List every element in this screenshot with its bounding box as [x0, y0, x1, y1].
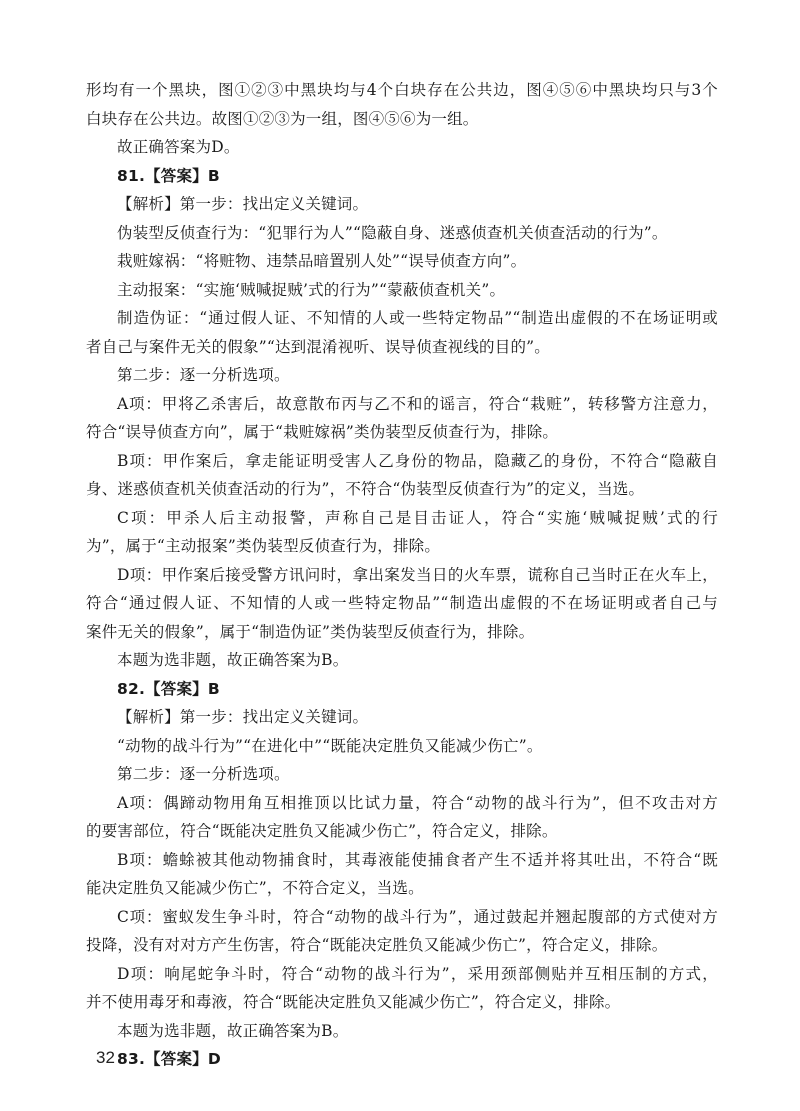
option-line: C项：甲杀人后主动报警，声称自己是目击证人，符合“实施‘贼喊捉贼’式的行	[117, 508, 718, 527]
text-line: 者自己与案件无关的假象”“达到混淆视听、误导侦查视线的目的”。	[86, 337, 550, 356]
text-line: 制造伪证：“通过假人证、不知情的人或一些特定物品”“制造出虚假的不在场证明或	[117, 309, 718, 327]
option-line: B项：甲作案后，拿走能证明受害人乙身份的物品，隐藏乙的身份，不符合“隐蔽自	[117, 451, 718, 470]
option-line: A项：甲将乙杀害后，故意散布丙与乙不和的谣言，符合“栽赃”，转移警方注意力，	[117, 394, 718, 413]
conclusion-line: 本题为选非题，故正确答案为B。	[117, 651, 349, 669]
text-line: 案件无关的假象”，属于“制造伪证”类伪装型反侦查行为，排除。	[86, 622, 535, 641]
text-line: 形均有一个黑块，图①②③中黑块均与4个白块存在公共边，图④⑤⑥中黑块均只与3个	[86, 81, 718, 99]
option-line: C项：蜜蚁发生争斗时，符合“动物的战斗行为”，通过鼓起并翘起腹部的方式使对方	[117, 907, 718, 926]
text-line: 能决定胜负又能减少伤亡”，不符合定义，当选。	[86, 879, 424, 897]
page-number: 32	[96, 1048, 115, 1067]
text-line: 主动报案：“实施‘贼喊捉贼’式的行为”“蒙蔽侦查机关”。	[117, 280, 506, 299]
text-line: 并不使用毒牙和毒液，符合“既能决定胜负又能减少伤亡”，符合定义，排除。	[86, 993, 621, 1011]
text-line: 故正确答案为D。	[117, 138, 240, 156]
document-page	[86, 76, 718, 1074]
text-line: 第二步：逐一分析选项。	[117, 765, 290, 783]
text-line: 的要害部位，符合“既能决定胜负又能减少伤亡”，符合定义，排除。	[86, 822, 558, 840]
text-line: 符合“通过假人证、不知情的人或一些特定物品”“制造出虚假的不在场证明或者自己与	[86, 594, 718, 612]
conclusion-line: 本题为选非题，故正确答案为B。	[117, 1021, 349, 1040]
option-line: B项：蟾蜍被其他动物捕食时，其毒液能使捕食者产生不适并将其吐出，不符合“既	[117, 850, 718, 869]
option-line: D项：响尾蛇争斗时，符合“动物的战斗行为”，采用颈部侧贴并互相压制的方式，	[117, 964, 718, 983]
text-line: 为”，属于“主动报案”类伪装型反侦查行为，排除。	[86, 537, 441, 555]
text-line: 身、迷惑侦查机关侦查活动的行为”，不符合“伪装型反侦查行为”的定义，当选。	[86, 480, 645, 498]
text-line: “动物的战斗行为”“在进化中”“既能决定胜负又能减少伤亡”。	[117, 736, 543, 755]
text-line: 白块存在公共边。故图①②③为一组，图④⑤⑥为一组。	[86, 109, 479, 128]
text-line: 栽赃嫁祸：“将赃物、违禁品暗置别人处”“误导侦查方向”。	[117, 252, 527, 270]
option-line: D项：甲作案后接受警方讯问时，拿出案发当日的火车票，谎称自己当时正在火车上，	[117, 565, 718, 584]
answer-heading-81: 81.【答案】B	[117, 166, 220, 185]
text-line: 第二步：逐一分析选项。	[117, 366, 290, 384]
text-line: 伪装型反侦查行为：“犯罪行为人”“隐蔽自身、迷惑侦查机关侦查活动的行为”。	[117, 223, 668, 242]
analysis-heading: 【解析】第一步：找出定义关键词。	[117, 195, 369, 213]
analysis-heading: 【解析】第一步：找出定义关键词。	[117, 708, 369, 726]
answer-heading-83: 83.【答案】D	[117, 1050, 221, 1068]
option-line: A项：偶蹄动物用角互相推顶以比试力量，符合“动物的战斗行为”，但不攻击对方	[117, 793, 718, 812]
text-line: 符合“误导侦查方向”，属于“栽赃嫁祸”类伪装型反侦查行为，排除。	[86, 423, 559, 441]
text-line: 投降，没有对对方产生伤害，符合“既能决定胜负又能减少伤亡”，符合定义，排除。	[86, 936, 668, 954]
answer-heading-82: 82.【答案】B	[117, 679, 220, 698]
